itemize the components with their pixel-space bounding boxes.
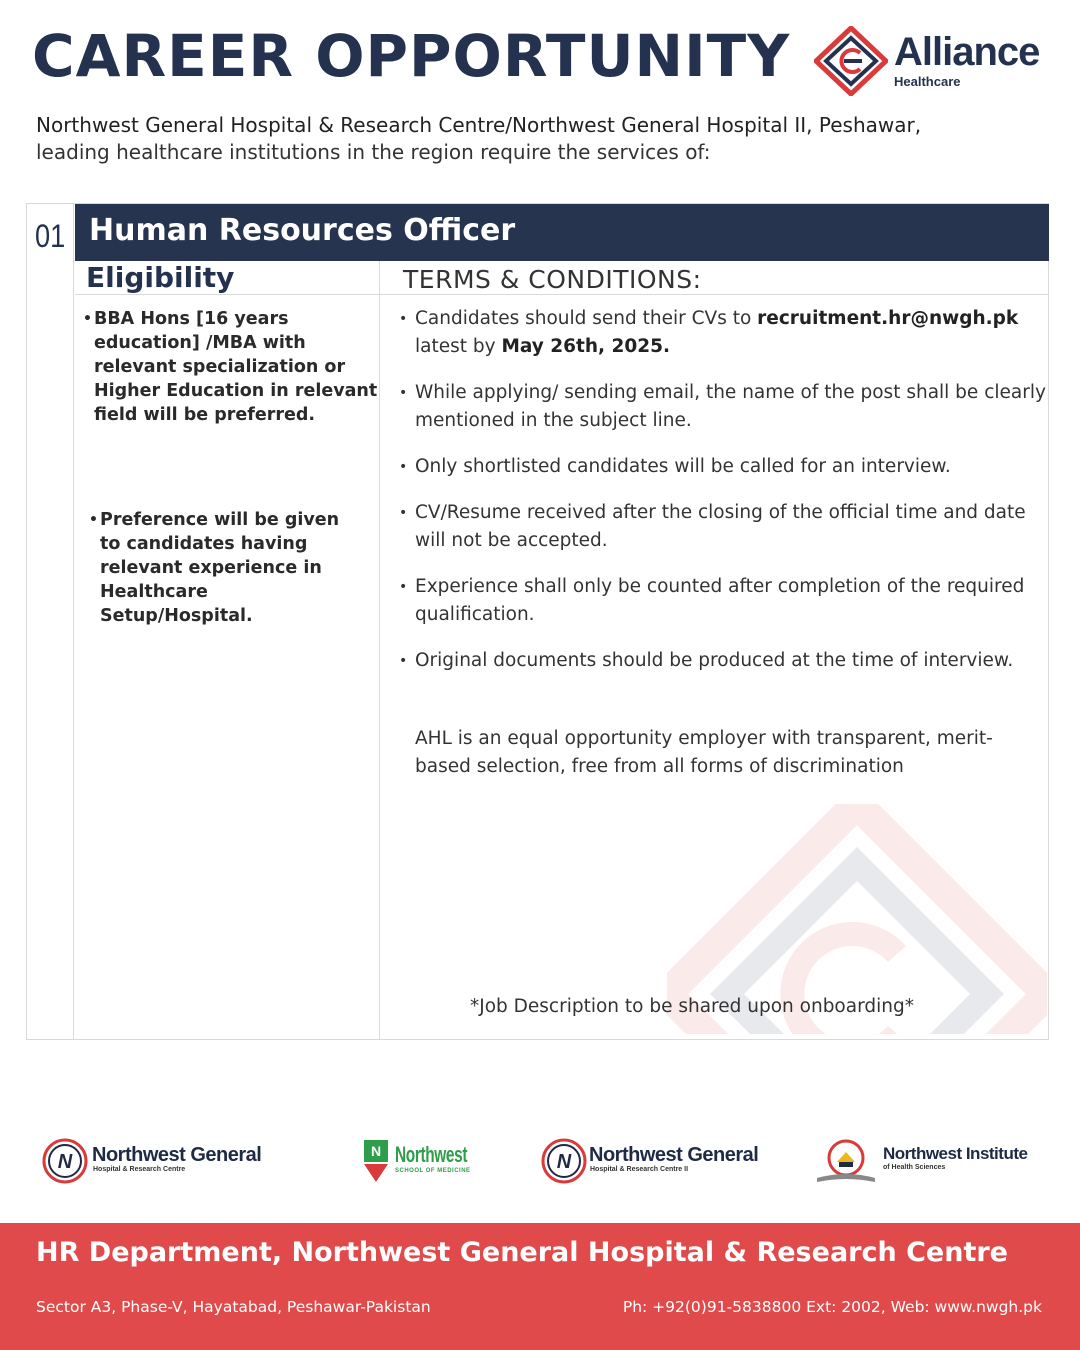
term-item (399, 499, 1055, 555)
svg-text:N: N (556, 1151, 572, 1173)
partner-sub: Hospital & Research Centre II (590, 1166, 689, 1173)
intro-line-1: Northwest General Hospital & Research Centre/Northwest General Hospital II, Peshawar, (36, 113, 922, 137)
term-text: Candidates should send their CVs to (415, 308, 758, 329)
eligibility-item-text: Preference will be given to candidates having relevant experience in Healthcare Setup/Hospital. (100, 510, 340, 626)
eligibility-item (83, 307, 379, 427)
job-number: 01 (35, 218, 66, 254)
alliance-logo-sub: Healthcare (894, 74, 961, 89)
bullet-icon: • (89, 512, 98, 528)
column-headers (75, 261, 1049, 295)
partner-name: Northwest General (92, 1144, 262, 1166)
footer-department: HR Department, Northwest General Hospital & Research Centre (36, 1237, 1008, 1268)
term-text: Only shortlisted candidates will be called for an interview. (415, 456, 951, 477)
bullet-icon: • (399, 459, 408, 475)
svg-text:N: N (370, 1143, 382, 1159)
partner-sub: SCHOOL OF MEDICINE (395, 1168, 471, 1174)
partner-sub: Hospital & Research Centre (93, 1166, 186, 1173)
partner-logo-nwgh2 (541, 1136, 771, 1188)
job-description-note: *Job Description to be shared upon onboarding* (470, 996, 914, 1017)
partner-logo-nwihs (815, 1136, 1045, 1188)
bullet-icon: • (399, 505, 408, 521)
term-item (399, 453, 1055, 481)
term-text: CV/Resume received after the closing of the official time and date will not be accepted. (415, 502, 1026, 551)
nwsm-logo-icon (362, 1138, 390, 1184)
job-card (26, 203, 1049, 1040)
eligibility-heading: Eligibility (86, 261, 235, 294)
job-title: Human Resources Officer (89, 213, 516, 248)
bullet-icon: • (83, 311, 92, 327)
eligibility-divider (75, 294, 379, 295)
partner-name: Northwest (395, 1142, 468, 1167)
bullet-icon: • (399, 653, 408, 669)
alliance-logo (814, 26, 1054, 96)
term-item (399, 305, 1047, 361)
application-email: recruitment.hr@nwgh.pk (757, 308, 1019, 329)
intro-line-2: leading healthcare institutions in the region require the services of: (36, 140, 711, 164)
term-item (399, 573, 1055, 629)
bullet-icon: • (399, 579, 408, 595)
nwgh2-logo-icon (541, 1138, 587, 1184)
column-divider (379, 261, 380, 1039)
partner-name: Northwest General (589, 1144, 759, 1166)
term-text: latest by (415, 336, 502, 357)
term-item (399, 647, 1055, 675)
svg-text:N: N (57, 1151, 73, 1173)
nwgh-logo-icon (42, 1138, 88, 1184)
equal-opportunity-statement: AHL is an equal opportunity employer with transparent, merit-based selection, free from all forms of discrimination (415, 728, 993, 777)
terms-heading: TERMS & CONDITIONS: (403, 265, 702, 294)
partner-sub: of Health Sciences (883, 1164, 946, 1171)
term-text: Original documents should be produced at the time of interview. (415, 650, 1014, 671)
term-item (399, 379, 1055, 435)
alliance-logo-name: Alliance (894, 30, 1040, 74)
intro-text (36, 112, 1056, 166)
eligibility-item (89, 508, 365, 628)
bullet-icon: • (399, 311, 408, 327)
footer (0, 1223, 1080, 1350)
bullet-icon: • (399, 385, 408, 401)
job-number-column (27, 204, 74, 1039)
partner-logo-nwsm (362, 1136, 472, 1188)
job-title-bar (75, 204, 1049, 261)
partner-name: Northwest Institute (883, 1144, 1028, 1163)
footer-address: Sector A3, Phase-V, Hayatabad, Peshawar-Pakistan (36, 1298, 431, 1316)
deadline-date: May 26th, 2025. (501, 336, 671, 357)
page-title: CAREER OPPORTUNITY (32, 22, 791, 90)
partner-logo-nwgh (42, 1136, 272, 1188)
eligibility-item-text: BBA Hons [16 years education] /MBA with relevant specialization or Higher Education in relevant field will be preferred. (94, 309, 378, 425)
nwihs-logo-icon (815, 1138, 877, 1186)
term-text: While applying/ sending email, the name of the post shall be clearly mentioned in the subject line. (415, 382, 1046, 431)
footer-contact: Ph: +92(0)91-5838800 Ext: 2002, Web: www.nwgh.pk (622, 1298, 1042, 1316)
term-text: Experience shall only be counted after completion of the required qualification. (415, 576, 1025, 625)
alliance-diamond-logo-icon (814, 26, 888, 96)
